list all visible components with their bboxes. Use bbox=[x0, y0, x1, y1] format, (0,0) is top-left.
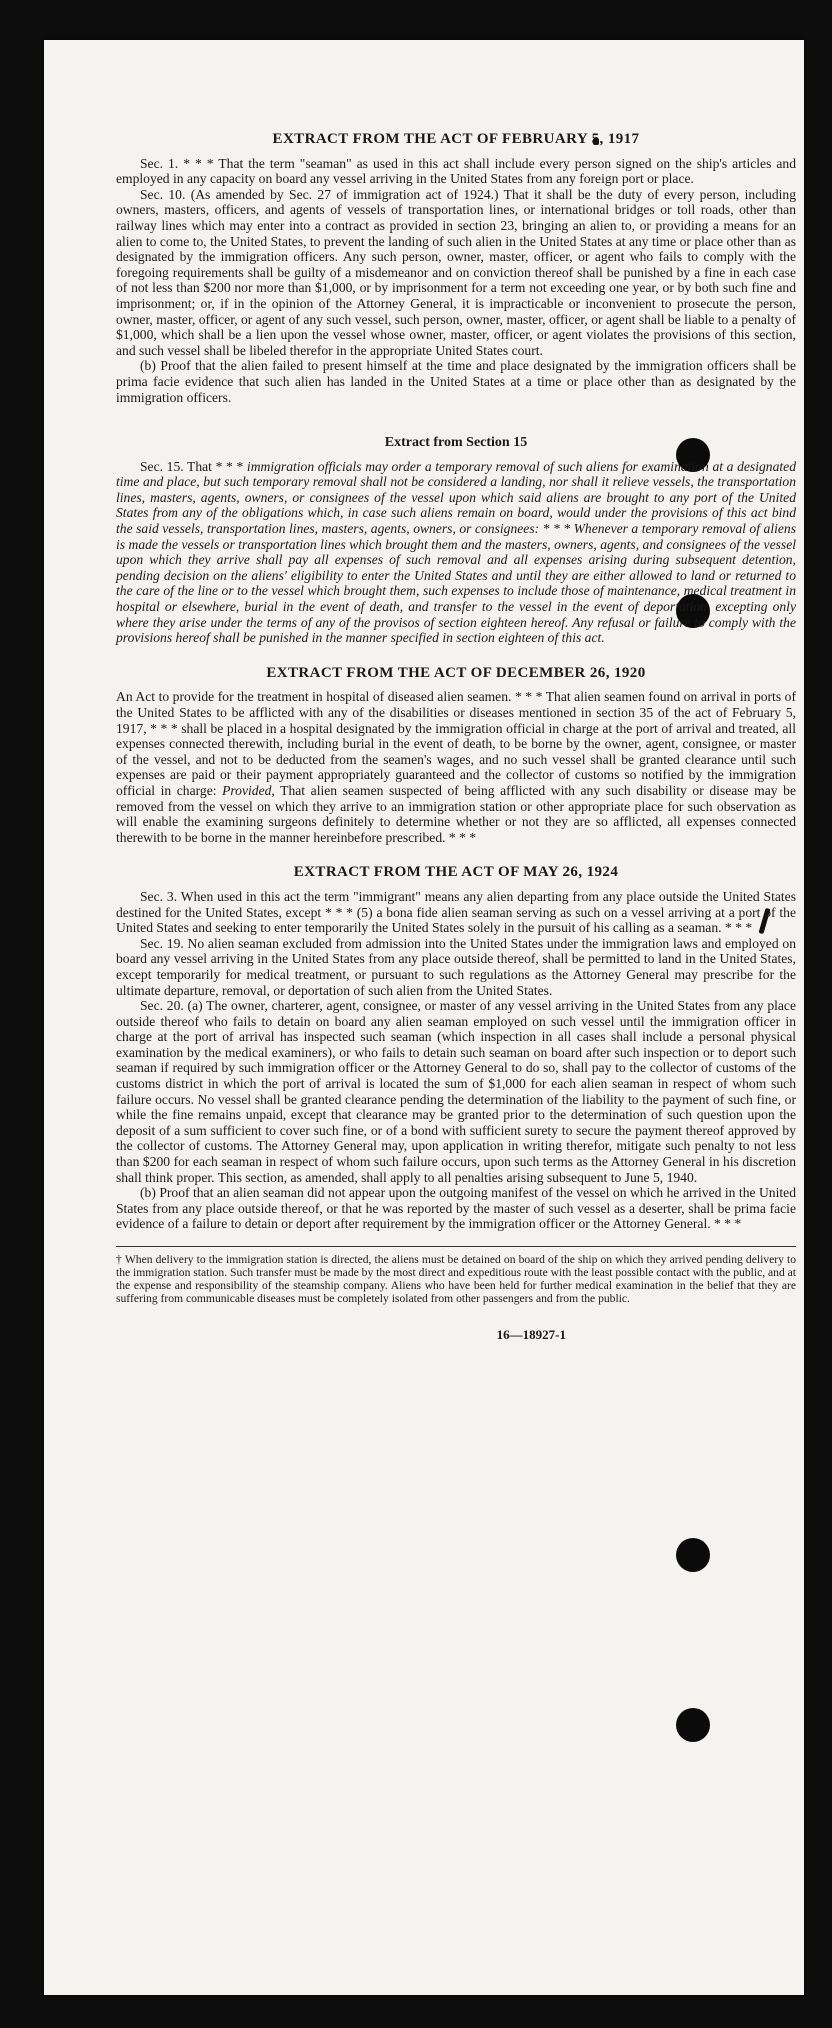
paragraph-lead: Sec. 15. That * * * bbox=[140, 458, 247, 474]
italic-text: immigration officials may order a temporary removal of such aliens for examination at a designated time and place, but such temporary removal shall not be considered a landing, nor shall it relieve vessels, the transportation lines, masters, agents, owners, or consignees of the vessel upon which said aliens are brought to any port of the United States from any of the obligations which, in case such aliens remain on board, would under the provisions of this act bind the said vessels, transportation lines, masters, agents, owners, or consignees: * * * Whenever a temporary removal of aliens is made the vessels or transportation lines which brought them and the masters, owners, agents, and consignees of the vessel upon which they arrive shall pay all expenses of such removal and all expenses arising during subsequent detention, pending decision on the aliens' eligibility to enter the United States and until they are either allowed to land or returned to the care of the line or to the vessel which brought them, such expenses to include those of maintenance, medical treatment in hospital or elsewhere, burial in the event of death, and transfer to the vessel in the event of deportation, excepting only where they arise under the terms of any of the provisos of section eighteen hereof. Any refusal or failure to comply with the provisions hereof shall be punished in the manner specified in section eighteen of this act. bbox=[116, 458, 796, 646]
section-heading: Extract from Section 15 bbox=[384, 435, 528, 451]
punch-hole bbox=[676, 1708, 710, 1742]
paragraph: Sec. 10. (As amended by Sec. 27 of immigration act of 1924.) That it shall be the duty of every person, including owners, masters, officers, and agents of vessels of transportation lines, or international bridges or toll roads, other than railway lines which may enter into a contract as provided in section 23, bringing an alien to, or providing a means for an alien to come to, the United States, to prevent the landing of such alien in the United States at any time or place other than as designated by the immigration officers. Any such person, owner, master, officer, or agent who fails to comply with the foregoing requirements shall be guilty of a misdemeanor and on conviction thereof shall be punished by a fine in each case of not less than $200 nor more than $1,000, or by imprisonment for a term not exceeding one year, or by both such fine and imprisonment; or, if in the opinion of the Attorney General, it is impracticable or inconvenient to prosecute the person, owner, master, officer, or agent of any such vessel, such person, owner, master, officer, or agent shall be liable to a penalty of $1,000, which shall be a lien upon the vessel whose owner, master, officer, or agent violates the provisions of this section, and such vessel shall be libeled therefor in the appropriate United States court. bbox=[116, 186, 796, 358]
footnote: † When delivery to the immigration station is directed, the aliens must be detained on board of the ship on which they arrived pending delivery to the immigration station. Such transfer must be made by the most direct and expeditious route with the least possible contact with the public, and at the expense and responsibility of the steamship company. Aliens who have been held for further medical examination in the belief that they are suffering from communicable diseases must be completely isolated from other passengers and from the public. bbox=[116, 1246, 796, 1305]
paragraph: Sec. 1. * * * That the term "seaman" as used in this act shall include every person signed on the ship's articles and employed in any capacity on board any vessel arriving in the United States from any foreign port or place. bbox=[116, 155, 796, 187]
paragraph: (b) Proof that an alien seaman did not appear upon the outgoing manifest of the vessel on which he arrived in the United States from any place outside thereof, or that he was reported by the master of such vessel as a deserter, shall be prima facie evidence of a failure to detain or deport after requirement by the immigration officer or the Attorney General. * * * bbox=[116, 1185, 796, 1232]
section-heading: EXTRACT FROM THE ACT OF DECEMBER 26, 1920 bbox=[266, 664, 646, 681]
paragraph: An Act to provide for the treatment in hospital of diseased alien seamen. * * * That alien seamen found on arrival in ports of the United States to be afflicted with any of the disabilities or diseases mentioned in section 35 of the act of February 5, 1917, * * * shall be placed in a hospital designated by the immigration official in charge at the port of arrival and treated, all expenses connected therewith, including burial in the event of death, to be borne by the owner, agent, consignee, or master of the vessel, and not to be deducted from the seamen's wages, and no such vessel shall be granted clearance until such expenses are paid or their payment appropriately guaranteed and the collector of customs so notified by the immigration official in charge: Provided, That alien seamen suspected of being afflicted with any such disability or disease may be removed from the vessel on which they arrive to an immigration station or other appropriate place for such observation as will enable the examining surgeons definitely to determine whether or not they are so afflicted, all expenses connected therewith to be borne in the manner hereinbefore prescribed. * * * bbox=[116, 689, 796, 845]
paragraph: Sec. 3. When used in this act the term "immigrant" means any alien departing from any place outside the United States destined for the United States, except * * * (5) a bona fide alien seaman serving as such on a vessel arriving at a port of the United States and seeking to enter temporarily the United States solely in the pursuit of his calling as a seaman. * * * bbox=[116, 888, 796, 936]
form-number: 16—18927-1 bbox=[496, 1327, 566, 1342]
section-heading: EXTRACT FROM THE ACT OF FEBRUARY 5, 1917 bbox=[272, 131, 640, 147]
paragraph bbox=[116, 459, 796, 646]
punch-hole bbox=[676, 1538, 710, 1572]
document-page bbox=[44, 40, 804, 1995]
paragraph: Sec. 19. No alien seaman excluded from admission into the United States under the immigration laws and employed on board any vessel arriving in the United States from any place outside thereof, shall be permitted to land in the United States, except temporarily for medical treatment, or pursuant to such regulations as the Attorney General may prescribe for the ultimate departure, removal, or deportation of such alien from the United States. bbox=[116, 935, 796, 998]
document-body bbox=[116, 132, 796, 1343]
proviso-word: Provided, bbox=[222, 782, 275, 798]
paragraph: (b) Proof that the alien failed to present himself at the time and place designated by the immigration officers shall be prima facie evidence that such alien has landed in the United States at a time or place other than as designated by the immigration officers. bbox=[116, 358, 796, 405]
act-title: An Act to provide for the treatment in hospital of diseased alien seamen. bbox=[116, 689, 512, 705]
paragraph: Sec. 20. (a) The owner, charterer, agent, consignee, or master of any vessel arriving in the United States from any place outside thereof who fails to detain on board any alien seaman employed on such vessel until the immigration officer in charge at the port of arrival has inspected such seaman (which inspection in all cases shall include a personal physical examination by the medical examiners), or who fails to detain such seaman on board after such inspection or to deport such seaman if required by such immigration officer or the Attorney General to do so, shall pay to the collector of customs of the customs district in which the port of arrival is located the sum of $1,000 for each alien seaman in respect of whom such failure occurs. No vessel shall be granted clearance pending the determination of the liability to the payment of such fine, or while the fine remains unpaid, except that clearance may be granted prior to the determination of such question upon the deposit of a sum sufficient to cover such fine, or of a bond with sufficient surety to secure the payment thereof approved by the collector of customs. The Attorney General may, upon application in writing therefor, mitigate such penalty to not less than $200 for each seaman in respect of whom such failure occurs, upon such terms as the Attorney General in his discretion shall think proper. This section, as amended, shall apply to all penalties arising subsequent to June 5, 1940. bbox=[116, 998, 796, 1185]
section-heading: EXTRACT FROM THE ACT OF MAY 26, 1924 bbox=[293, 864, 619, 881]
